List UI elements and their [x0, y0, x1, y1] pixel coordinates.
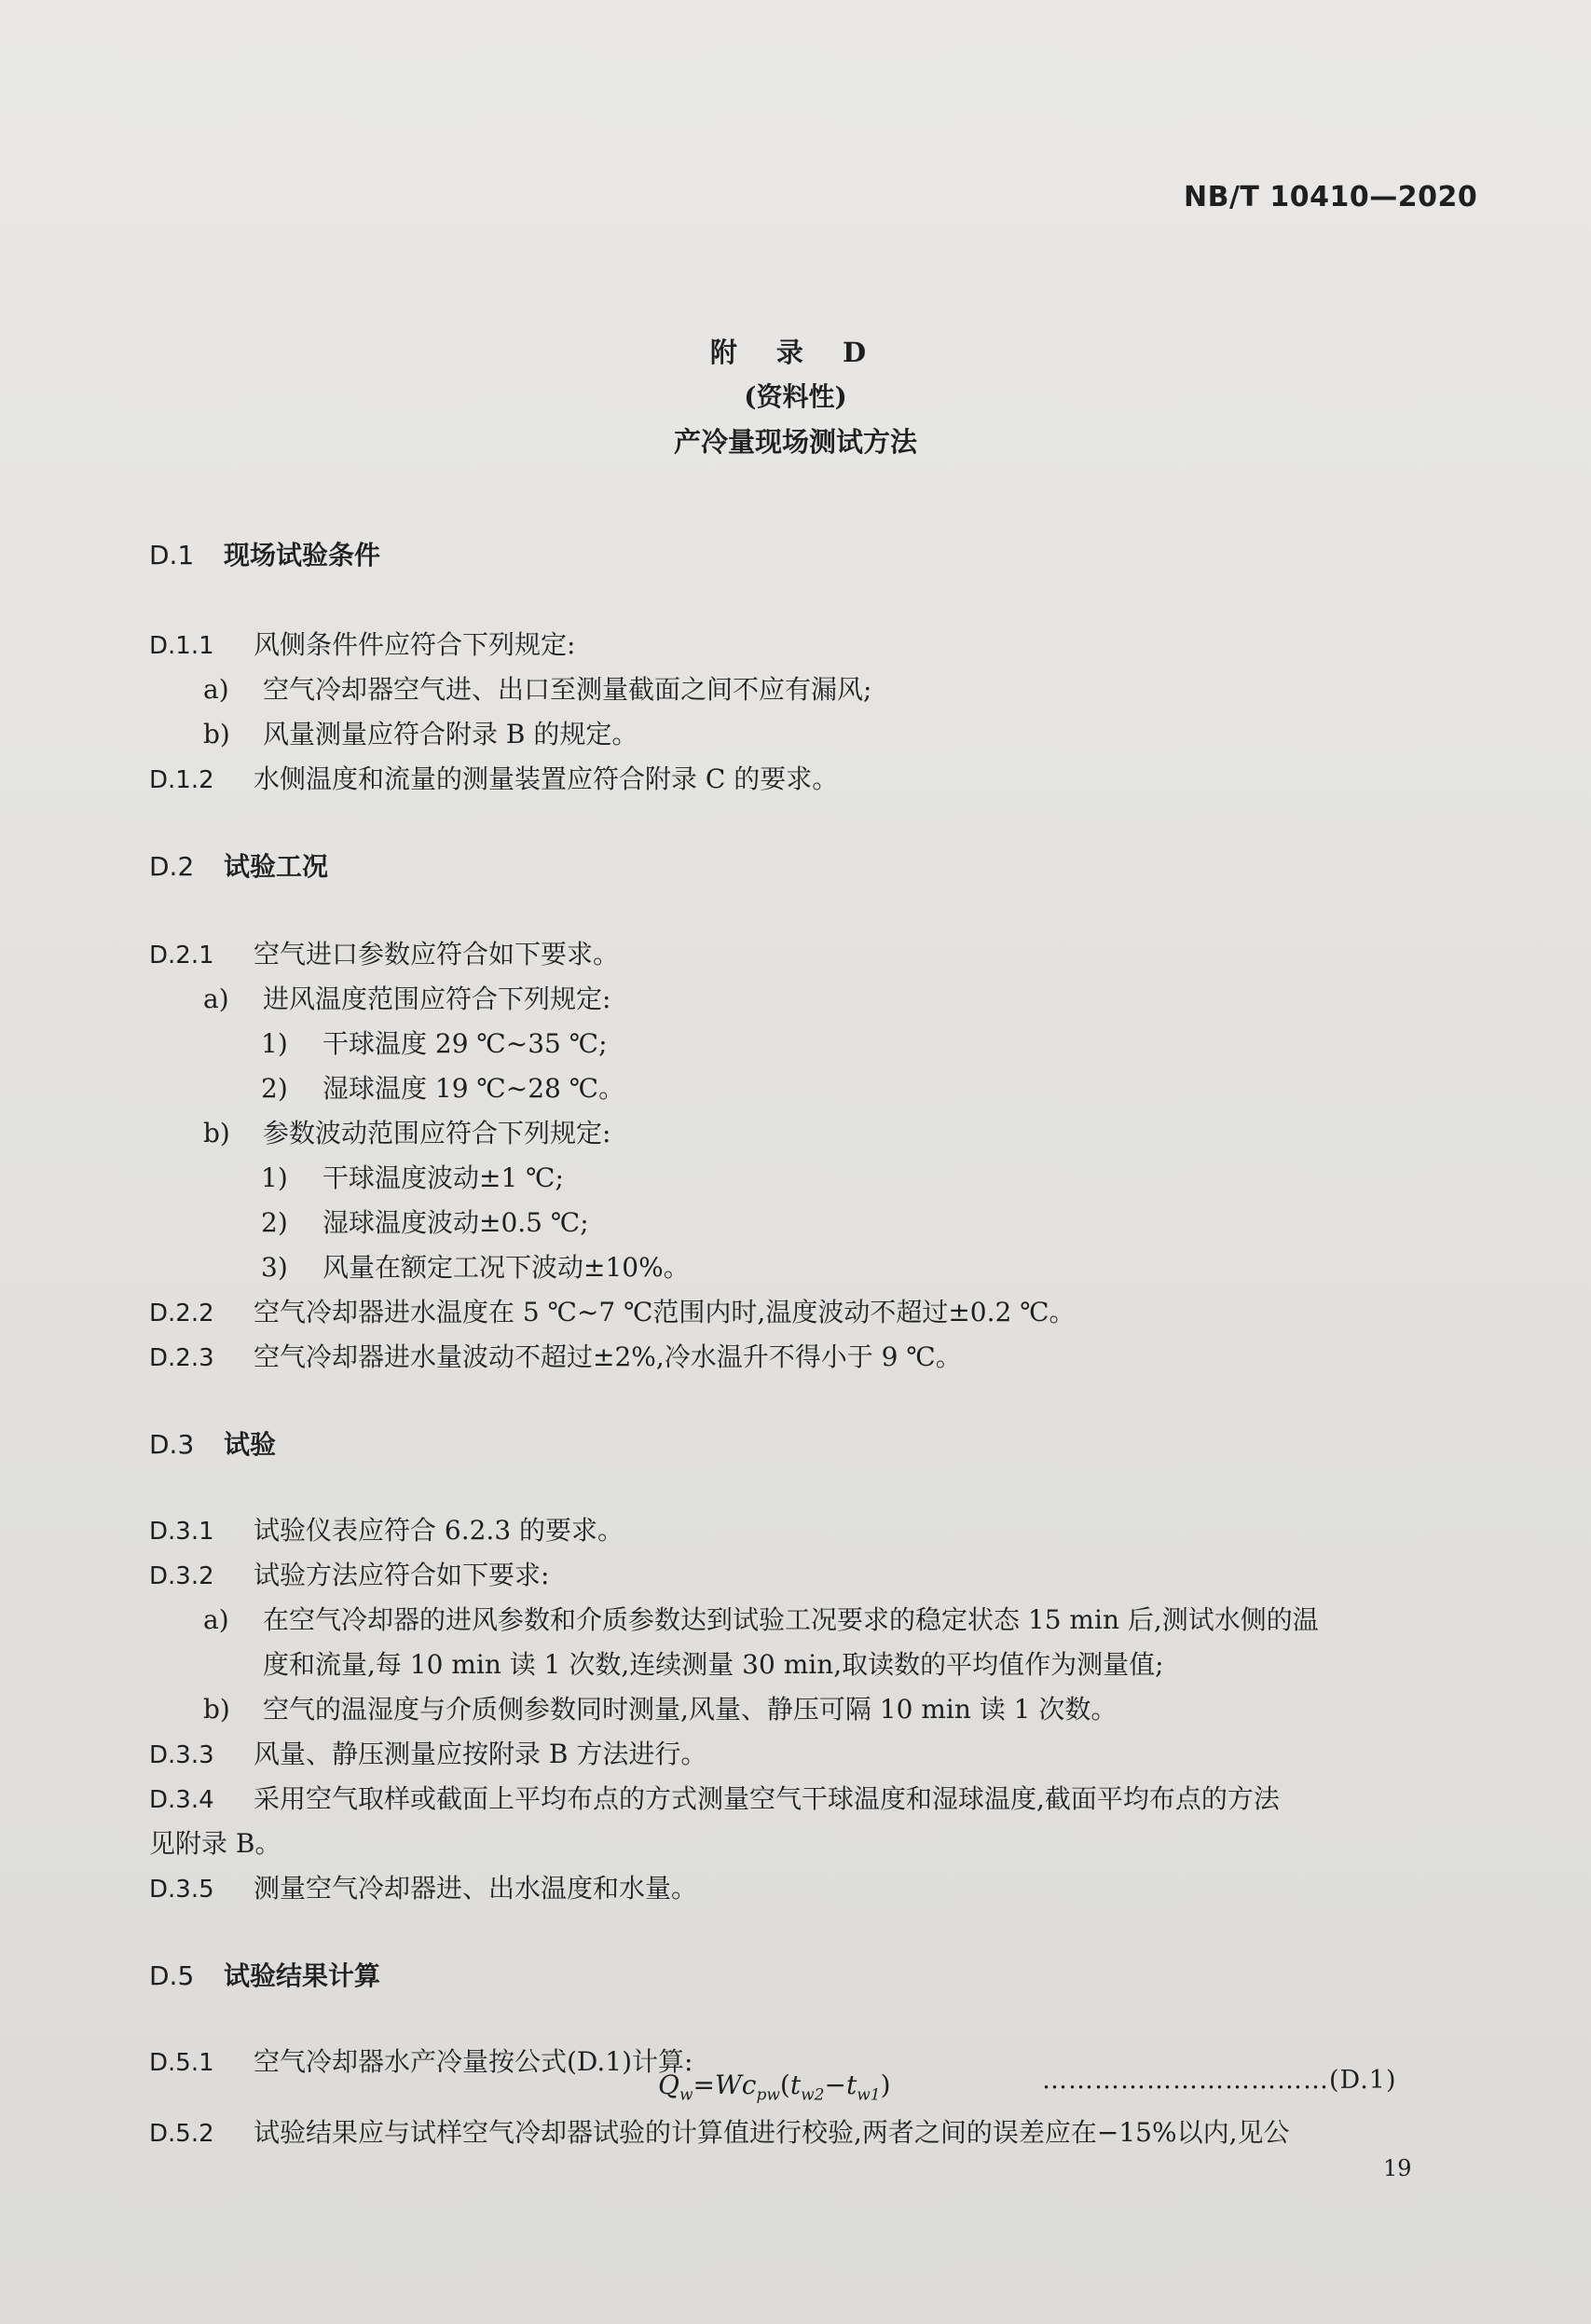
- clause-text: 空气进口参数应符合如下要求。: [254, 939, 620, 969]
- section-heading-d1: [149, 535, 380, 572]
- section-title: 现场试验条件: [224, 540, 381, 571]
- formula-subscript: w2: [801, 2085, 825, 2105]
- list-item: [203, 979, 610, 1016]
- clause-number: D.2.1: [149, 942, 214, 969]
- clause-d31: [149, 1510, 624, 1547]
- formula-symbol: t: [789, 2070, 802, 2100]
- section-title: 试验结果计算: [224, 1960, 381, 1991]
- list-marker: b): [203, 1694, 230, 1725]
- list-item: [261, 1203, 589, 1240]
- list-marker: 1): [261, 1028, 288, 1059]
- formula-symbol: Q: [658, 2070, 679, 2100]
- appendix-subtitle: (资料性): [744, 381, 847, 412]
- section-title: 试验工况: [224, 851, 329, 882]
- clause-number: D.3.3: [149, 1741, 214, 1769]
- list-marker: b): [203, 719, 230, 749]
- formula-subscript: w: [679, 2085, 693, 2105]
- clause-text: 试验结果应与试样空气冷却器试验的计算值进行校验,两者之间的误差应在−15%以内,见公: [254, 2117, 1290, 2148]
- section-number: D.3: [149, 1429, 195, 1460]
- clause-d12: [149, 759, 838, 796]
- list-marker: a): [203, 1604, 229, 1635]
- list-text: 空气冷却器空气进、出口至测量截面之间不应有漏风;: [263, 674, 872, 705]
- list-marker: 3): [261, 1252, 288, 1283]
- page-number: 19: [1383, 2155, 1412, 2181]
- formula-symbol: c: [741, 2070, 757, 2100]
- list-item: [203, 1689, 1117, 1726]
- equation-reference: ……………………………(D.1): [1042, 2066, 1397, 2095]
- clause-number: D.5.1: [149, 2049, 214, 2077]
- list-marker: a): [203, 674, 229, 705]
- formula-d1: [658, 2070, 891, 2105]
- list-item: [203, 1600, 1319, 1637]
- clause-number: D.3.2: [149, 1562, 214, 1590]
- formula-paren: ): [880, 2070, 891, 2100]
- list-marker: a): [203, 983, 229, 1014]
- formula-symbol: t: [845, 2070, 857, 2100]
- list-text: 干球温度 29 ℃~35 ℃;: [322, 1028, 608, 1059]
- clause-number: D.3.5: [149, 1876, 214, 1904]
- section-title: 试验: [224, 1429, 277, 1460]
- list-item: [261, 1158, 564, 1195]
- clause-d34: [149, 1779, 1280, 1816]
- list-text: 风量测量应符合附录 B 的规定。: [263, 719, 638, 749]
- clause-number: D.3.4: [149, 1786, 214, 1814]
- clause-d35: [149, 1868, 697, 1905]
- formula-symbol: W: [715, 2070, 742, 2100]
- clause-text: 空气冷却器进水温度在 5 ℃~7 ℃范围内时,温度波动不超过±0.2 ℃。: [254, 1297, 1076, 1327]
- clause-number: D.3.1: [149, 1518, 214, 1546]
- list-text: 湿球温度波动±0.5 ℃;: [322, 1207, 589, 1238]
- clause-text: 风量、静压测量应按附录 B 方法进行。: [254, 1739, 707, 1769]
- clause-d23: [149, 1337, 962, 1374]
- clause-number: D.2.3: [149, 1344, 214, 1372]
- formula-subscript: w1: [857, 2085, 881, 2105]
- standard-code: NB/T 10410—2020: [1184, 181, 1478, 213]
- list-item: [261, 1068, 624, 1106]
- clause-d22: [149, 1292, 1076, 1329]
- clause-text: 空气冷却器进水量波动不超过±2%,冷水温升不得小于 9 ℃。: [254, 1341, 962, 1372]
- list-text: 空气的温湿度与介质侧参数同时测量,风量、静压可隔 10 min 读 1 次数。: [263, 1694, 1118, 1725]
- clause-number: D.2.2: [149, 1300, 214, 1327]
- list-item: [203, 1113, 610, 1150]
- list-text: 湿球温度 19 ℃~28 ℃。: [322, 1073, 625, 1104]
- clause-number: D.1.2: [149, 766, 214, 794]
- list-text: 风量在额定工况下波动±10%。: [322, 1252, 690, 1283]
- clause-text: 试验仪表应符合 6.2.3 的要求。: [254, 1515, 624, 1546]
- clause-continuation: 见附录 B。: [149, 1828, 281, 1859]
- list-text: 干球温度波动±1 ℃;: [322, 1162, 564, 1193]
- section-number: D.1: [149, 540, 195, 571]
- formula-paren: (: [779, 2070, 790, 2100]
- list-item-continuation: 度和流量,每 10 min 读 1 次数,连续测量 30 min,取读数的平均值作为测量值;: [263, 1649, 1164, 1680]
- list-marker: b): [203, 1118, 230, 1148]
- list-item: [261, 1024, 608, 1061]
- formula-subscript: pw: [756, 2085, 780, 2105]
- appendix-name: 产冷量现场测试方法: [673, 426, 917, 458]
- clause-number: D.5.2: [149, 2120, 214, 2148]
- clause-text: 采用空气取样或截面上平均布点的方式测量空气干球温度和湿球温度,截面平均布点的方法: [254, 1783, 1280, 1814]
- clause-d11: [149, 625, 575, 662]
- list-item: [261, 1247, 690, 1285]
- list-text: 参数波动范围应符合下列规定:: [263, 1118, 611, 1148]
- clause-d51: [149, 2042, 693, 2079]
- clause-text: 水侧温度和流量的测量装置应符合附录 C 的要求。: [254, 763, 839, 794]
- clause-text: 风侧条件件应符合下列规定:: [254, 629, 576, 660]
- section-heading-d2: [149, 846, 328, 884]
- list-item: [203, 669, 871, 707]
- clause-d21: [149, 934, 619, 971]
- list-item: [203, 714, 638, 751]
- clause-text: 测量空气冷却器进、出水温度和水量。: [254, 1873, 698, 1904]
- section-heading-d3: [149, 1424, 276, 1462]
- section-number: D.5: [149, 1960, 195, 1991]
- clause-d52: [149, 2112, 1290, 2150]
- formula-operator: =: [693, 2070, 715, 2100]
- list-text: 进风温度范围应符合下列规定:: [263, 983, 611, 1014]
- clause-d32: [149, 1555, 549, 1592]
- clause-number: D.1.1: [149, 632, 214, 660]
- appendix-title: 附 录 D: [709, 337, 882, 368]
- clause-text: 试验方法应符合如下要求:: [254, 1560, 550, 1590]
- list-marker: 2): [261, 1207, 288, 1238]
- list-marker: 2): [261, 1073, 288, 1104]
- section-number: D.2: [149, 851, 195, 882]
- formula-operator: −: [824, 2070, 846, 2100]
- list-text: 在空气冷却器的进风参数和介质参数达到试验工况要求的稳定状态 15 min 后,测试水侧的温: [263, 1604, 1319, 1635]
- clause-text: 空气冷却器水产冷量按公式(D.1)计算:: [254, 2046, 693, 2077]
- section-heading-d5: [149, 1956, 380, 1993]
- list-marker: 1): [261, 1162, 288, 1193]
- clause-d33: [149, 1734, 706, 1771]
